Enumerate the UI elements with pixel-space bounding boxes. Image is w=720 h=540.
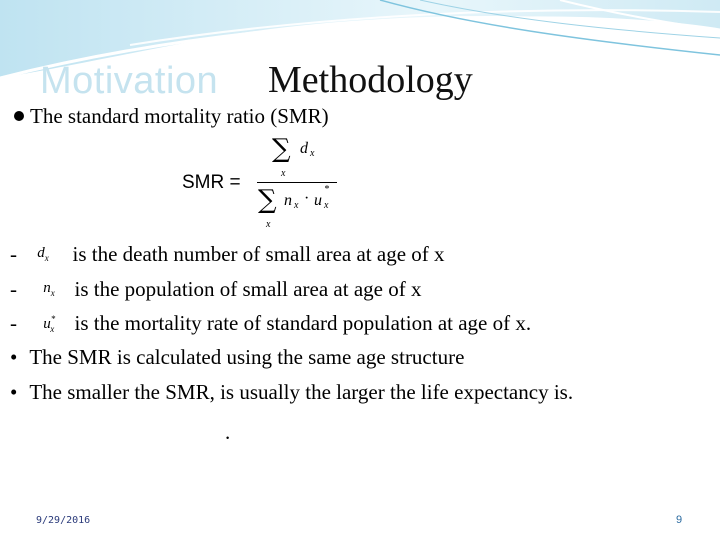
- definition-u: - $u^*_x$ is the mortality rate of standard population at age of x.: [10, 311, 532, 335]
- numerator-variable: d: [300, 140, 308, 157]
- stray-dot: .: [225, 420, 231, 444]
- page-number: 9: [676, 514, 683, 526]
- denominator-u-superscript: *: [324, 184, 329, 195]
- formula-lhs: SMR =: [182, 172, 241, 193]
- numerator-subscript: x: [310, 148, 315, 159]
- smr-formula: [180, 130, 380, 230]
- symbol-n: $n_x$: [43, 280, 55, 298]
- fraction-bar: [257, 182, 337, 183]
- denominator-u: u: [314, 192, 322, 209]
- symbol-u: $u^*_x$: [43, 314, 56, 334]
- denominator-sum-subscript: x: [266, 219, 271, 230]
- denominator-n: n: [284, 192, 292, 209]
- definition-n: - $n_x$ is the population of small area at age of x: [10, 277, 422, 301]
- sum-symbol-numerator: ∑: [272, 134, 291, 164]
- numerator-sum-subscript: x: [281, 168, 286, 179]
- bullet-intro: The standard mortality ratio (SMR): [14, 104, 329, 129]
- definition-d: - $d_x$ is the death number of small area at age of x: [10, 242, 445, 266]
- symbol-d: $d_x$: [37, 245, 49, 263]
- denominator-u-subscript: x: [324, 200, 329, 211]
- bullet-smr-age-structure: • The SMR is calculated using the same age structure: [10, 345, 465, 369]
- denominator-dot: ·: [304, 190, 310, 207]
- slide-title: Methodology: [268, 59, 473, 101]
- denominator-n-subscript: x: [294, 200, 299, 211]
- sum-symbol-denominator: ∑: [258, 185, 277, 215]
- footer-date: 9/29/2016: [36, 515, 91, 526]
- bullet-dot: [14, 111, 24, 121]
- ghost-title: Motivation: [40, 60, 219, 102]
- bullet-smr-life-expectancy: • The smaller the SMR, is usually the larger the life expectancy is.: [10, 380, 574, 404]
